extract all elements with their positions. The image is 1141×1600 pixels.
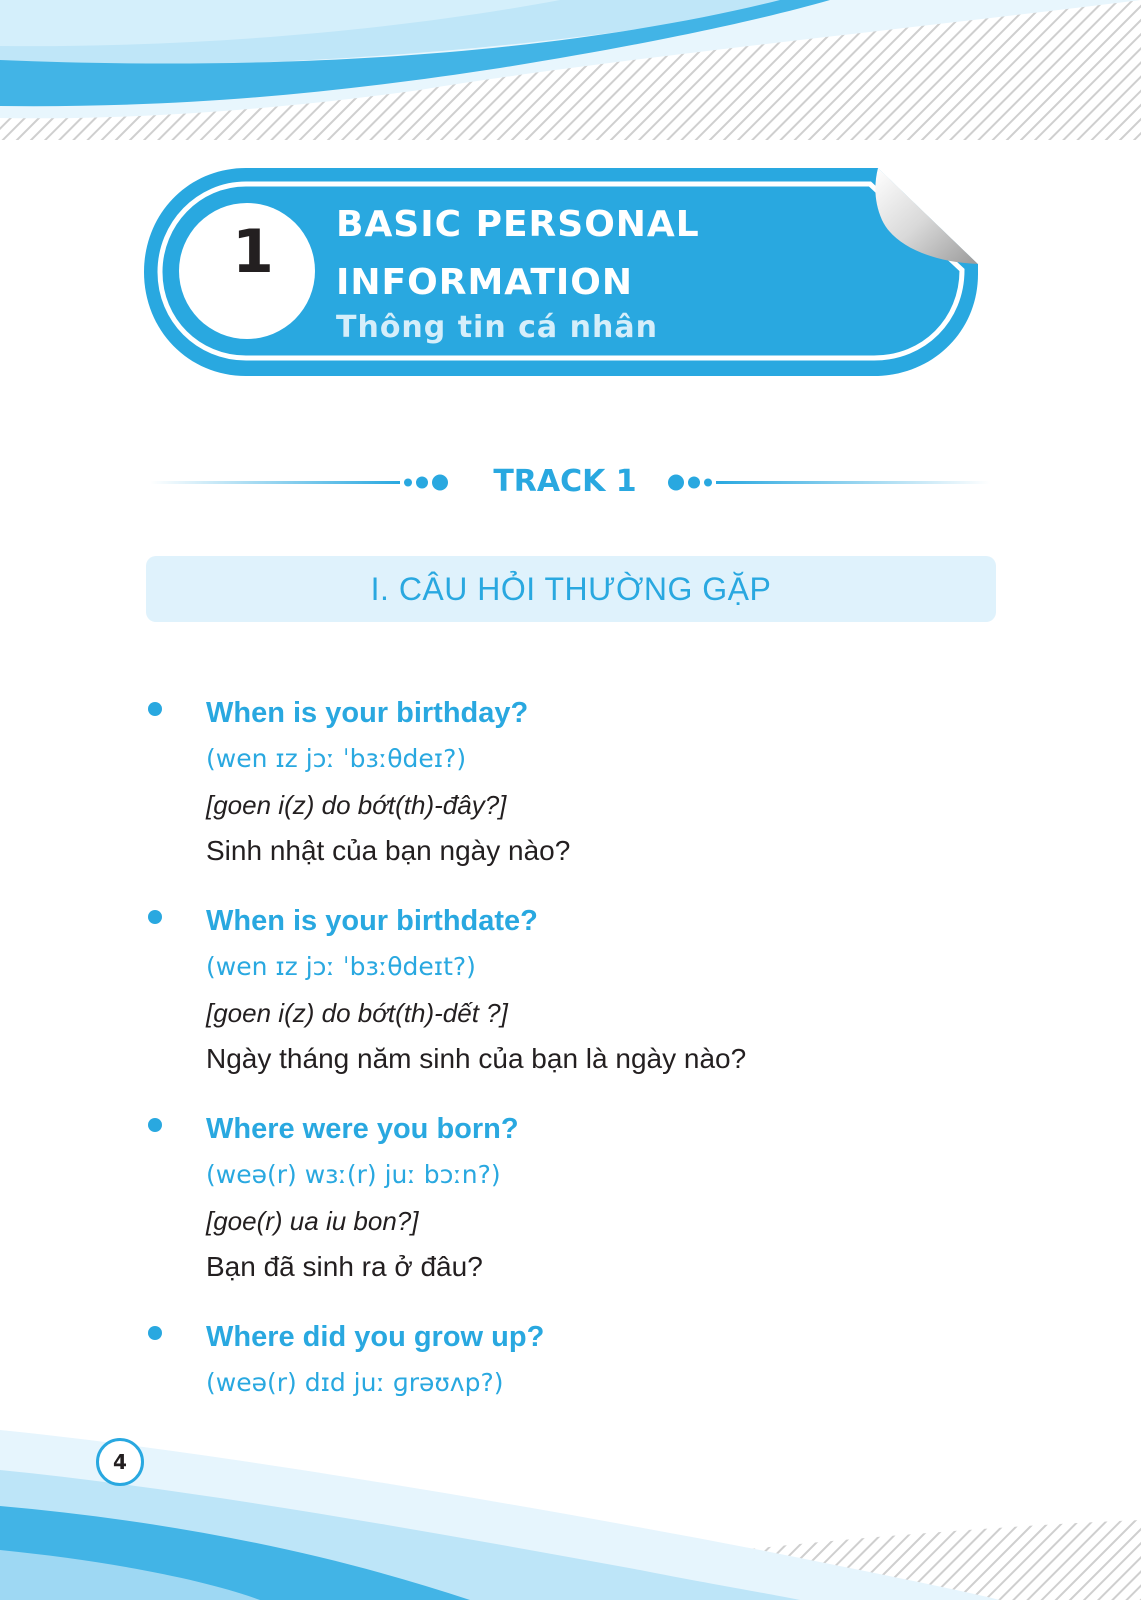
question-english: Where did you grow up? <box>206 1321 545 1353</box>
track-label: TRACK 1 <box>493 464 637 499</box>
bullet-icon <box>148 1118 162 1132</box>
question-pronunciation: [goen i(z) do bớt(th)-dết ?] <box>206 998 508 1028</box>
bottom-wave-decoration <box>0 1410 1141 1600</box>
question-vietnamese: Bạn đã sinh ra ở đâu? <box>206 1251 483 1282</box>
question-ipa: (wen ɪz jɔː ˈbɜːθdeɪt?) <box>206 952 476 981</box>
bullet-icon <box>148 702 162 716</box>
section-heading <box>146 556 996 622</box>
page-number: 4 <box>96 1438 144 1486</box>
chapter-number: 1 <box>232 217 274 287</box>
question-vietnamese: Sinh nhật của bạn ngày nào? <box>206 835 571 866</box>
top-wave-decoration <box>0 0 1141 140</box>
question-body <box>206 898 986 1082</box>
question-english: Where were you born? <box>206 1113 519 1145</box>
bullet-icon <box>148 910 162 924</box>
chapter-title: BASIC PERSONAL INFORMATION <box>336 204 700 303</box>
question-ipa: (wen ɪz jɔː ˈbɜːθdeɪ?) <box>206 744 467 773</box>
question-vietnamese: Ngày tháng năm sinh của bạn là ngày nào? <box>206 1043 747 1074</box>
question-english: When is your birthday? <box>206 697 529 729</box>
question-ipa: (weə(r) wɜː(r) juː bɔːn?) <box>206 1160 501 1189</box>
question-pronunciation: [goe(r) ua iu bon?] <box>206 1206 419 1236</box>
question-body <box>206 690 986 874</box>
section-heading-text: I. CÂU HỎI THƯỜNG GẶP <box>370 571 772 607</box>
bullet-icon <box>148 1326 162 1340</box>
question-body <box>206 1314 986 1406</box>
question-english: When is your birthdate? <box>206 905 538 937</box>
question-pronunciation: [goen i(z) do bớt(th)-đây?] <box>206 790 507 820</box>
question-ipa: (weə(r) dɪd juː ɡrəʊʌp?) <box>206 1368 504 1397</box>
question-body <box>206 1106 986 1290</box>
chapter-subtitle: Thông tin cá nhân <box>336 310 658 345</box>
